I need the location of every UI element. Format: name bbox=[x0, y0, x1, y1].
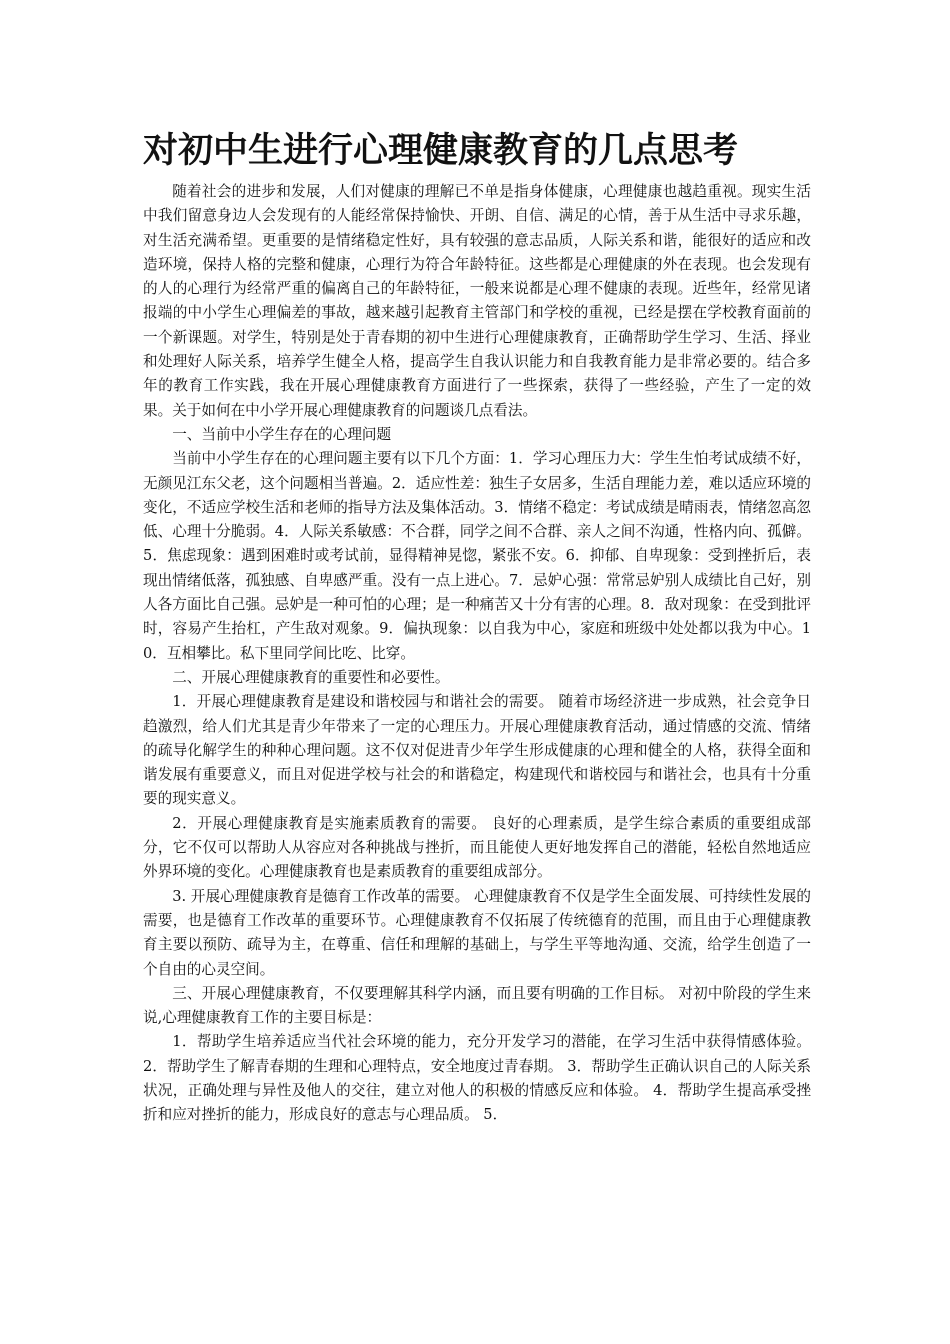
document-body bbox=[143, 128, 811, 1128]
paragraph-main-goals: 1．帮助学生培养适应当代社会环境的能力，充分开发学习的潜能，在学习生活中获得情感体验。 2．帮助学生了解青春期的生理和心理特点，安全地度过青春期。 3．帮助学生正确认识自己的人际关系状况，正确处理与异性及他人的交往，建立对他人的积极的情感反应和体验。 4．帮助学生提高承受挫折和应对挫折的能力，形成良好的意志与心理品质。 5． bbox=[143, 1033, 811, 1124]
paragraph-quality-education: 2．开展心理健康教育是实施素质教育的需要。 良好的心理素质，是学生综合素质的重要组成部分，它不仅可以帮助人从容应对各种挑战与挫折，而且能使人更好地发挥自己的潜能，轻松自然地适应外界环境的变化。心理健康教育也是素质教育的重要组成部分。 bbox=[143, 814, 811, 881]
paragraph-harmonious-campus: 1．开展心理健康教育是建设和谐校园与和谐社会的需要。 随着市场经济进一步成熟，社会竞争日趋激烈，给人们尤其是青少年带来了一定的心理压力。开展心理健康教育活动，通过情感的交流、情绪的疏导化解学生的种种心理问题。这不仅对促进青少年学生形成健康的心理和健全的人格，获得全面和谐发展有重要意义，而且对促进学校与社会的和谐稳定，构建现代和谐校园与和谐社会，也具有十分重要的现实意义。 bbox=[143, 693, 811, 808]
document-title: 对初中生进行心理健康教育的几点思考 bbox=[143, 130, 739, 171]
section-heading-2: 二、开展心理健康教育的重要性和必要性。 bbox=[172, 668, 450, 686]
paragraph-introduction: 随着社会的进步和发展，人们对健康的理解已不单是指身体健康，心理健康也越趋重视。现实生活中我们留意身边人会发现有的人能经常保持愉快、开朗、自信、满足的心情，善于从生活中寻求乐趣，对生活充满希望。更重要的是情绪稳定性好，具有较强的意志品质，人际关系和谐，能很好的适应和改造环境，保持人格的完整和健康，心理行为符合年龄特征。这些都是心理健康的外在表现。也会发现有的人的心理行为经常严重的偏离自己的年龄特征，一般来说都是心理不健康的表现。近些年，经常见诸报端的中小学生心理偏差的事故，越来越引起教育主管部门和学校的重视，已经是摆在学校教育面前的一个新课题。对学生，特别是处于青春期的初中生进行心理健康教育，正确帮助学生学习、生活、择业和处理好人际关系，培养学生健全人格，提高学生自我认识能力和自我教育能力是非常必要的。结合多年的教育工作实践，我在开展心理健康教育方面进行了一些探索，获得了一些经验，产生了一定的效果。关于如何在中小学开展心理健康教育的问题谈几点看法。 bbox=[143, 183, 811, 419]
paragraph-psychological-problems: 当前中小学生存在的心理问题主要有以下几个方面：1．学习心理压力大：学生生怕考试成绩不好，无颜见江东父老，这个问题相当普遍。2．适应性差：独生子女居多，生活自理能力差，难以适应环境的变化，不适应学校生活和老师的指导方法及集体活动。3．情绪不稳定：考试成绩是晴雨表，情绪忽高忽低、心理十分脆弱。4．人际关系敏感：不合群，同学之间不合群、亲人之间不沟通，性格内向、孤僻。5．焦虑现象：遇到困难时或考试前，显得精神晃惚，紧张不安。6．抑郁、自卑现象：受到挫折后，表现出情绪低落，孤独感、自卑感严重。没有一点上进心。7．忌妒心强：常常忌妒别人成绩比自己好，别人各方面比自己强。忌妒是一种可怕的心理；是一种痛苦又十分有害的心理。8．敌对现象：在受到批评时，容易产生抬杠，产生敌对观象。9．偏执现象：以自我为中心，家庭和班级中处处都以我为中心。10．互相攀比。私下里同学间比吃、比穿。 bbox=[143, 450, 811, 662]
section-heading-3: 三、开展心理健康教育，不仅要理解其科学内涵，而且要有明确的工作目标。 对初中阶段的学生来说,心理健康教育工作的主要目标是： bbox=[143, 984, 811, 1027]
section-heading-1: 一、当前中小学生存在的心理问题 bbox=[172, 425, 392, 443]
paragraph-moral-education: 3. 开展心理健康教育是德育工作改革的需要。 心理健康教育不仅是学生全面发展、可持续性发展的需要，也是德育工作改革的重要环节。心理健康教育不仅拓展了传统德育的范围，而且由于心理健康教育主要以预防、疏导为主，在尊重、信任和理解的基础上，与学生平等地沟通、交流，给学生创造了一个自由的心灵空间。 bbox=[143, 887, 811, 978]
